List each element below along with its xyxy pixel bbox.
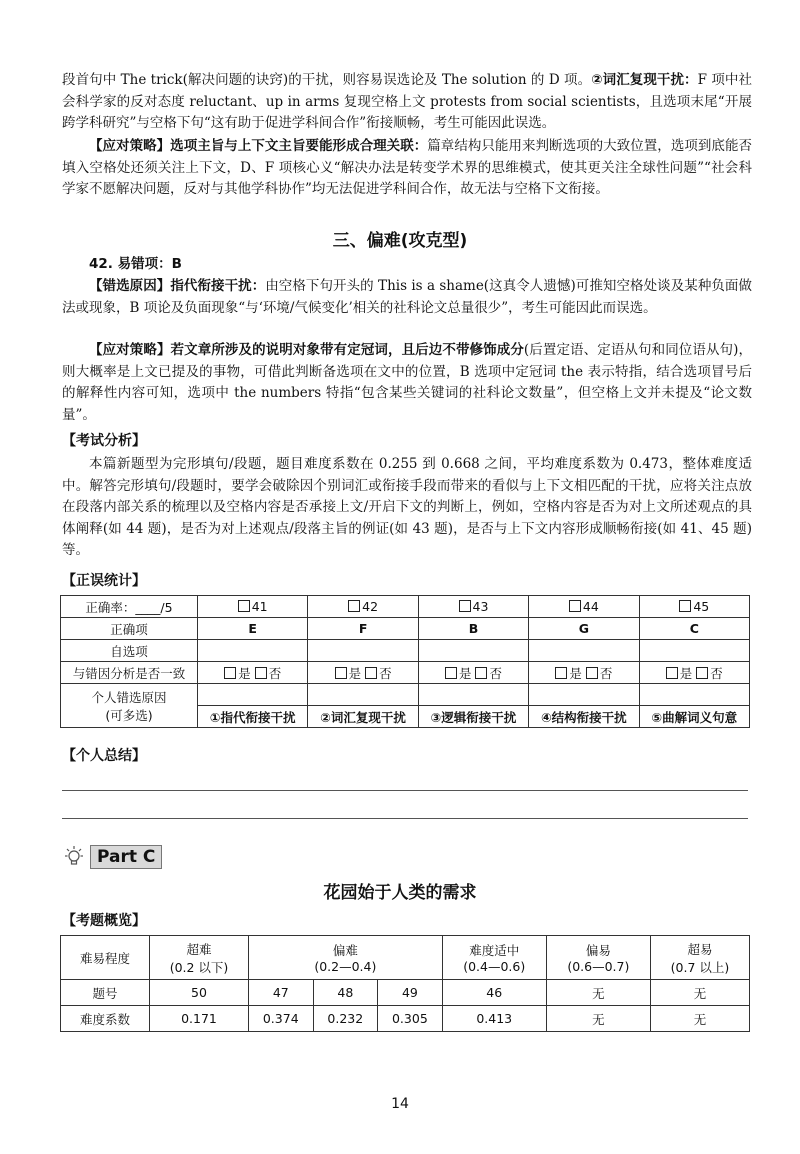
- group-cell: 偏难 (0.2—0.4): [248, 936, 442, 980]
- error-reason-paragraph: [62, 276, 752, 319]
- section-title: 三、偏难(攻克型): [332, 231, 468, 251]
- input-cell[interactable]: [529, 640, 639, 662]
- group-cell: 偏易 (0.6—0.7): [546, 936, 650, 980]
- intro-paragraph-1: [62, 70, 752, 135]
- yes-no-cell: 是 否: [198, 662, 308, 684]
- question-cell: 44: [529, 596, 639, 618]
- input-cell[interactable]: [418, 684, 528, 706]
- checkbox[interactable]: [348, 600, 360, 612]
- checkbox[interactable]: [555, 667, 567, 679]
- checkbox[interactable]: [569, 600, 581, 612]
- coef-cell: 0.374: [248, 1006, 313, 1032]
- number-cell: 无: [546, 980, 650, 1006]
- coef-cell: 无: [650, 1006, 749, 1032]
- answer-cell: F: [308, 618, 418, 640]
- yes-no-cell: 是 否: [418, 662, 528, 684]
- number-cell: 48: [313, 980, 378, 1006]
- writing-line: [62, 790, 748, 791]
- row-label: 个人错选原因 (可多选): [61, 684, 198, 728]
- table-row: [61, 980, 750, 1006]
- stats-table: [60, 595, 750, 728]
- input-cell[interactable]: [529, 684, 639, 706]
- coef-cell: 0.232: [313, 1006, 378, 1032]
- checkbox[interactable]: [335, 667, 347, 679]
- reason-option: ①指代衔接干扰: [198, 706, 308, 728]
- part-c-label: Part C: [90, 845, 162, 869]
- page-number: 14: [391, 1096, 409, 1112]
- row-label: 正确项: [61, 618, 198, 640]
- checkbox[interactable]: [666, 667, 678, 679]
- intro-paragraph-2: [62, 136, 752, 201]
- table-row: [61, 1006, 750, 1032]
- question-cell: 41: [198, 596, 308, 618]
- reason-option: ②词汇复现干扰: [308, 706, 418, 728]
- checkbox[interactable]: [586, 667, 598, 679]
- yes-no-cell: 是 否: [308, 662, 418, 684]
- row-label: 自选项: [61, 640, 198, 662]
- coef-cell: 0.305: [378, 1006, 443, 1032]
- checkbox[interactable]: [475, 667, 487, 679]
- accuracy-label: 正确率：____/5: [61, 596, 198, 618]
- checkbox[interactable]: [696, 667, 708, 679]
- coef-cell: 无: [546, 1006, 650, 1032]
- part-c-badge: [62, 845, 162, 869]
- group-cell: 超易 (0.7 以上): [650, 936, 749, 980]
- answer-cell: B: [418, 618, 528, 640]
- answer-cell: C: [639, 618, 749, 640]
- question-cell: 42: [308, 596, 418, 618]
- answer-cell: E: [198, 618, 308, 640]
- input-cell[interactable]: [639, 684, 749, 706]
- error-item: 42. 易错项：B: [89, 256, 182, 272]
- stats-heading: 【正误统计】: [62, 573, 146, 589]
- coef-cell: 0.171: [150, 1006, 249, 1032]
- checkbox[interactable]: [445, 667, 457, 679]
- writing-line: [62, 818, 748, 819]
- passage-title: 花园始于人类的需求: [323, 883, 477, 903]
- question-cell: 43: [418, 596, 528, 618]
- number-cell: 49: [378, 980, 443, 1006]
- text-span-bold: ②词汇复现干扰：: [591, 72, 698, 88]
- reason-option: ④结构衔接干扰: [529, 706, 639, 728]
- question-cell: 45: [639, 596, 749, 618]
- reason-option: ⑤曲解词义句意: [639, 706, 749, 728]
- input-cell[interactable]: [198, 640, 308, 662]
- input-cell[interactable]: [308, 684, 418, 706]
- analysis-heading: 【考试分析】: [62, 433, 146, 449]
- row-label: 与错因分析是否一致: [61, 662, 198, 684]
- input-cell[interactable]: [198, 684, 308, 706]
- text-span-bold: 【应对策略】选项主旨与上下文主旨要能形成合理关联：: [89, 138, 428, 154]
- row-label: 题号: [61, 980, 150, 1006]
- number-cell: 46: [442, 980, 546, 1006]
- row-label: 难易程度: [61, 936, 150, 980]
- number-cell: 无: [650, 980, 749, 1006]
- table-row: [61, 618, 750, 640]
- input-cell[interactable]: [639, 640, 749, 662]
- text-span: 由空格下句开头的 This is a shame(这真令人遗憾)可推知空格处谈及某种负面做法或现象，B 项论及负面现象“与‘环境/气候变化’相关的社科论文总量很少”，考生可能因此而误选。: [62, 278, 752, 316]
- text-span: 篇章结构只能用来判断选项的大致位置，选项到底能否填入空格处还须关注上下文，D、F 项核心义“解决办法是转变学术界的思维模式，使其更关注全球性问题”“社会科学家不愿解决问题，反对与其他学科协作”均无法促进学科间合作，故无法与空格下文衔接。: [62, 138, 752, 197]
- group-cell: 难度适中 (0.4—0.6): [442, 936, 546, 980]
- overview-heading: 【考题概览】: [62, 913, 146, 929]
- checkbox[interactable]: [459, 600, 471, 612]
- analysis-paragraph: 本篇新题型为完形填句/段题，题目难度系数在 0.255 到 0.668 之间，平均难度系数为 0.473，整体难度适中。解答完形填句/段题时，要学会破除因个别词汇或衔接手段而带来的看似与上下文相匹配的干扰，应将关注点放在段落内部关系的梳理以及空格内容是否承接上文/开启下文的判断上，例如，空格内容是否为对上文所述观点的具体阐释(如 44 题)，是否为对上述观点/段落主旨的例证(如 43 题)，是否与上下文内容形成顺畅衔接(如 41、45 题)等。: [62, 456, 752, 558]
- input-cell[interactable]: [308, 640, 418, 662]
- number-cell: 50: [150, 980, 249, 1006]
- coef-cell: 0.413: [442, 1006, 546, 1032]
- checkbox[interactable]: [224, 667, 236, 679]
- table-row: [61, 640, 750, 662]
- checkbox[interactable]: [679, 600, 691, 612]
- overview-table: [60, 935, 750, 1032]
- table-row: [61, 662, 750, 684]
- text-span: 段首句中 The trick(解决问题的诀窍)的干扰，则容易误选论及 The solution 的 D 项。: [62, 72, 592, 88]
- text-span: (后置定语、定语从句和同位语从句)，则大概率是上文已提及的事物，可借此判断备选项在文中的位置，B 选项中定冠词 the 表示特指，结合选项冒号后的解释性内容可知，选项中 the numbers 特指“包含某些关键词的社科论文数量”，但空格上文并未提及“论文数量”。: [62, 342, 753, 423]
- table-row: [61, 596, 750, 618]
- input-cell[interactable]: [418, 640, 528, 662]
- table-row: [61, 684, 750, 706]
- checkbox[interactable]: [255, 667, 267, 679]
- table-row: [61, 936, 750, 980]
- reason-option: ③逻辑衔接干扰: [418, 706, 528, 728]
- number-cell: 47: [248, 980, 313, 1006]
- checkbox[interactable]: [238, 600, 250, 612]
- answer-cell: G: [529, 618, 639, 640]
- text-span-bold: 【应对策略】若文章所涉及的说明对象带有定冠词，且后边不带修饰成分: [89, 342, 524, 358]
- summary-heading: 【个人总结】: [62, 748, 146, 764]
- yes-no-cell: 是 否: [529, 662, 639, 684]
- group-cell: 超难 (0.2 以下): [150, 936, 249, 980]
- checkbox[interactable]: [365, 667, 377, 679]
- row-label: 难度系数: [61, 1006, 150, 1032]
- text-span: F 项中社会科学家的反对态度 reluctant、up in arms 复现空格上文 protests from social scientists，且选项末尾“开展跨学科研究”与空格下句“这有助于促进学科间合作”衔接顺畅，考生可能因此误选。: [62, 72, 753, 131]
- text-span-bold: 【错选原因】指代衔接干扰：: [89, 278, 266, 294]
- lightbulb-icon: [62, 845, 86, 869]
- strategy-paragraph: [62, 340, 752, 426]
- yes-no-cell: 是 否: [639, 662, 749, 684]
